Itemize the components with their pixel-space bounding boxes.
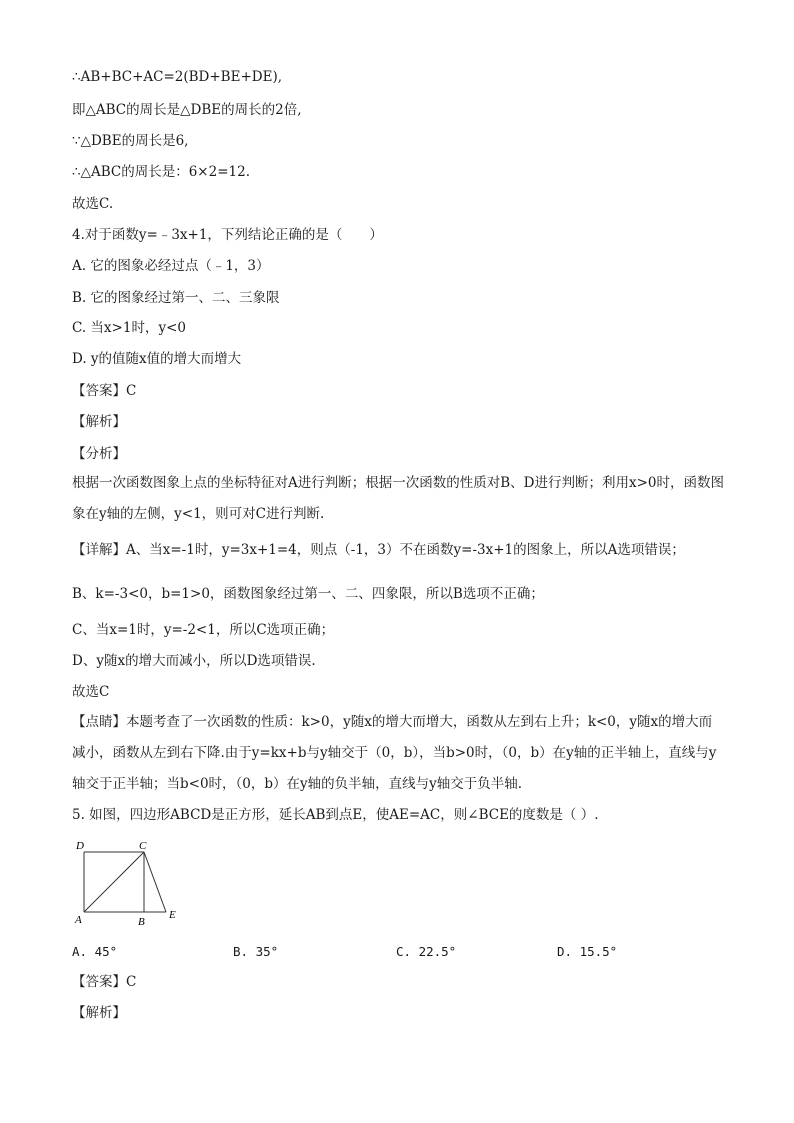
- question-4-select: 故选C: [72, 684, 110, 700]
- question-4-analysis-heading: 【解析】: [72, 414, 126, 430]
- question-4-fenxi-heading: 【分析】: [72, 446, 126, 462]
- question-4-stem: 4.对于函数y=﹣3x+1，下列结论正确的是（ ）: [72, 227, 383, 243]
- question-4-option-c: C. 当x>1时，y<0: [72, 320, 186, 336]
- question-4-answer: 【答案】C: [72, 383, 137, 399]
- proof-line-1: ∴AB+BC+AC=2(BD+BE+DE),: [72, 69, 283, 85]
- question-4-xiangjie-c: C、当x=1时，y=-2<1，所以C选项正确；: [72, 622, 335, 638]
- question-5-option-d: D. 15.5°: [557, 944, 618, 959]
- question-4-xiangjie-b: B、k=-3<0，b=1>0，函数图象经过第一、二、四象限，所以B选项不正确；: [72, 586, 544, 602]
- square-geometry-diagram: [72, 838, 187, 930]
- vertex-label-e: E: [169, 909, 176, 921]
- question-4-dianjing: 【点睛】本题考查了一次函数的性质：k>0，y随x的增大而增大，函数从左到右上升；k<0，y随x的增大而减小，函数从左到右下降.由于y=kx+b与y轴交于（0，b），当b>0时，（0，b）在y轴的正半轴上，直线与y轴交于正半轴；当b<0时，（0，b）在y轴的负半轴，直线与y轴交于负半轴.: [72, 714, 717, 792]
- question-5-option-c: C. 22.5°: [396, 944, 457, 959]
- question-5-stem: 5. 如图，四边形ABCD是正方形，延长AB到点E，使AE=AC，则∠BCE的度数是（ ）.: [72, 807, 599, 823]
- question-4-option-a: A. 它的图象必经过点（﹣1，3）: [72, 258, 270, 274]
- proof-line-3: ∵△DBE的周长是6,: [72, 133, 189, 149]
- question-4-xiangjie-a: 【详解】A、当x=-1时，y=3x+1=4，则点（-1，3）不在函数y=-3x+1的图象上，所以A选项错误；: [72, 542, 685, 558]
- proof-line-2: 即△ABC的周长是△DBE的周长的2倍,: [72, 102, 302, 118]
- proof-select-line: 故选C.: [72, 196, 114, 212]
- question-4-xiangjie-d: D、y随x的增大而减小，所以D选项错误.: [72, 653, 316, 669]
- vertex-label-a: A: [75, 914, 82, 926]
- question-5-analysis-heading: 【解析】: [72, 1005, 126, 1021]
- question-4-option-d: D. y的值随x值的增大而增大: [72, 351, 242, 367]
- question-5-option-b: B. 35°: [233, 944, 279, 959]
- question-4-fenxi-text: 根据一次函数图象上点的坐标特征对A进行判断；根据一次函数的性质对B、D进行判断；利用x>0时，函数图象在y轴的左侧，y<1，则可对C进行判断.: [72, 475, 725, 522]
- proof-line-4: ∴△ABC的周长是：6×2=12.: [72, 164, 250, 180]
- vertex-label-c: C: [139, 840, 147, 852]
- square-geometry-figure: [72, 838, 187, 930]
- vertex-label-d: D: [76, 840, 84, 852]
- question-5-answer: 【答案】C: [72, 974, 137, 990]
- vertex-label-b: B: [138, 916, 145, 928]
- segment-ac: [84, 852, 144, 912]
- question-5-option-a: A. 45°: [72, 944, 118, 959]
- question-4-option-b: B. 它的图象经过第一、二、三象限: [72, 290, 280, 306]
- segment-ce: [144, 852, 166, 912]
